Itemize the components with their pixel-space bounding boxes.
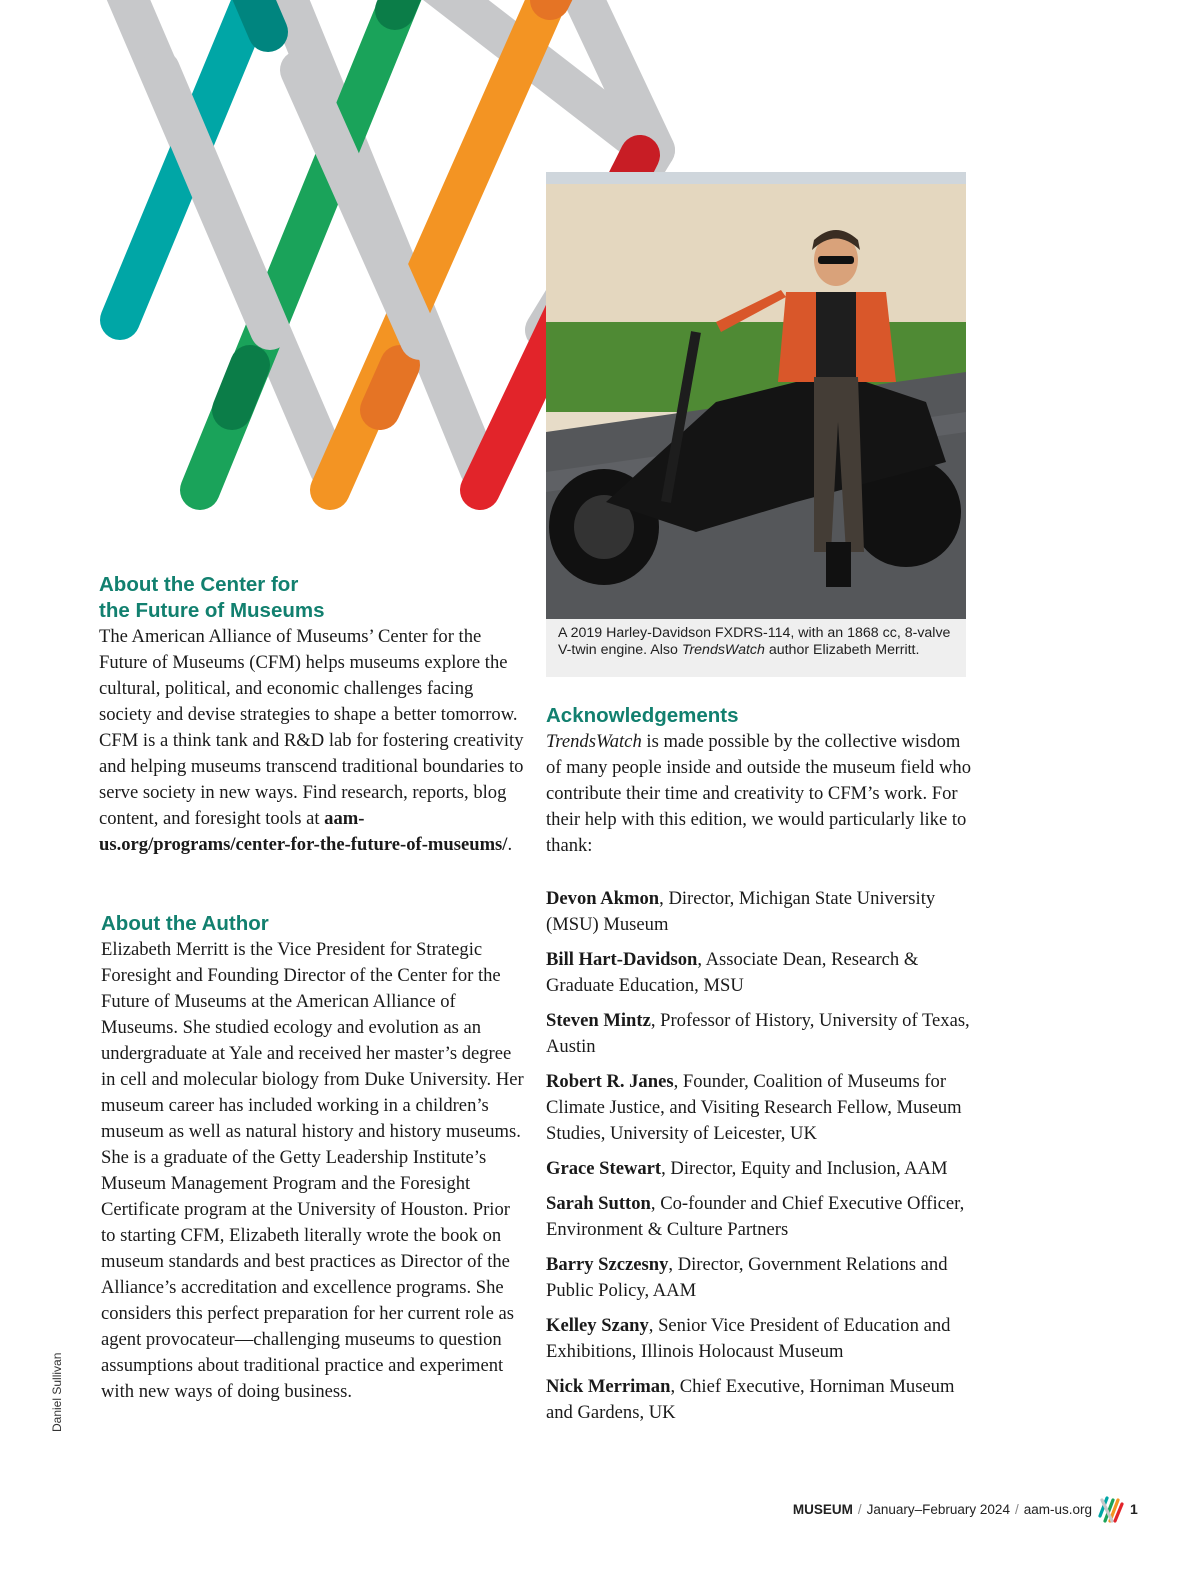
about-author-section [101, 911, 526, 1405]
about-author-body: Elizabeth Merritt is the Vice President for Strategic Foresight and Founding Director of the Center for the Future of Museums at the American Alliance of Museums. She studied ecology and evolution as an undergraduate at Yale and received her master’s degree in cell and molecular biology from Duke University. Her museum career has included working in a children’s museum as well as natural history and history museums. She is a graduate of the Getty Leadership Institute’s Museum Management Program and the Foresight Certificate program at the University of Houston. Prior to starting CFM, Elizabeth literally wrote the book on museum standards and best practices as Director of the Alliance’s accreditation and excellence programs. She considers this perfect preparation for her current role as agent provocateur—challenging museums to question assumptions about traditional practice and experiment with new ways of doing business. [101, 939, 524, 1402]
list-item: Steven Mintz, Professor of History, University of Texas, Austin [546, 1010, 970, 1057]
caption-publication: TrendsWatch [681, 642, 765, 658]
about-center-section [99, 572, 524, 858]
list-item: Devon Akmon, Director, Michigan State University (MSU) Museum [546, 888, 936, 935]
list-item: Robert R. Janes, Founder, Coalition of Museums for Climate Justice, and Visiting Research Fellow, Museum Studies, University of Leicester, UK [546, 1071, 962, 1144]
about-author-heading: About the Author [101, 912, 269, 935]
cfm-link[interactable]: aam-us.org/programs/center-for-the-future-of-museums/ [99, 808, 508, 855]
list-item: Sarah Sutton, Co-founder and Chief Executive Officer, Environment & Culture Partners [546, 1193, 965, 1240]
page-number: 1 [1130, 1501, 1138, 1517]
footer-issue: January–February 2024 [866, 1502, 1010, 1517]
acknowledgements-intro: TrendsWatch is made possible by the collective wisdom of many people inside and outside the museum field who contribute their time and creativity to CFM’s work. For their help with this edition, we would particularly like to thank: [546, 731, 971, 856]
photo-credit: Daniel Sullivan [50, 1352, 64, 1432]
footer-magazine: MUSEUM [792, 1502, 853, 1517]
list-item: Grace Stewart, Director, Equity and Inclusion, AAM [546, 1158, 948, 1179]
list-item: Nick Merriman, Chief Executive, Horniman Museum and Gardens, UK [546, 1376, 955, 1423]
caption-text: A 2019 Harley-Davidson FXDRS-114, with an 1868 cc, 8-valve V-twin engine. Also [558, 625, 951, 658]
list-item: Barry Szczesny, Director, Government Relations and Public Policy, AAM [546, 1254, 948, 1301]
list-item: Kelley Szany, Senior Vice President of Education and Exhibitions, Illinois Holocaust Museum [546, 1315, 951, 1362]
footer-site[interactable]: aam-us.org [1023, 1502, 1092, 1517]
photo-caption [546, 619, 966, 677]
motorcycle-photo [546, 172, 966, 619]
acknowledgements-list [546, 886, 976, 1435]
about-center-heading: About the Center for the Future of Museums [99, 573, 325, 622]
caption-text-end: author Elizabeth Merritt. [764, 642, 920, 658]
page-footer: MUSEUM / January–February 2024 / aam-us.org [792, 1502, 1092, 1517]
aam-logo-icon [1098, 1494, 1124, 1524]
acknowledgements-section [546, 703, 971, 859]
acknowledgements-heading: Acknowledgements [546, 704, 739, 727]
list-item: Bill Hart-Davidson, Associate Dean, Research & Graduate Education, MSU [546, 949, 919, 996]
about-center-body: The American Alliance of Museums’ Center for the Future of Museums (CFM) helps museums explore the cultural, political, and economic challenges facing society and devise strategies to shape a better tomorrow. CFM is a think tank and R&D lab for fostering creativity and helping museums transcend traditional boundaries to serve society in new ways. Find research, reports, blog content, and foresight tools at aam-us.org/programs/center-for-the-future-of-museums/. [99, 626, 524, 855]
